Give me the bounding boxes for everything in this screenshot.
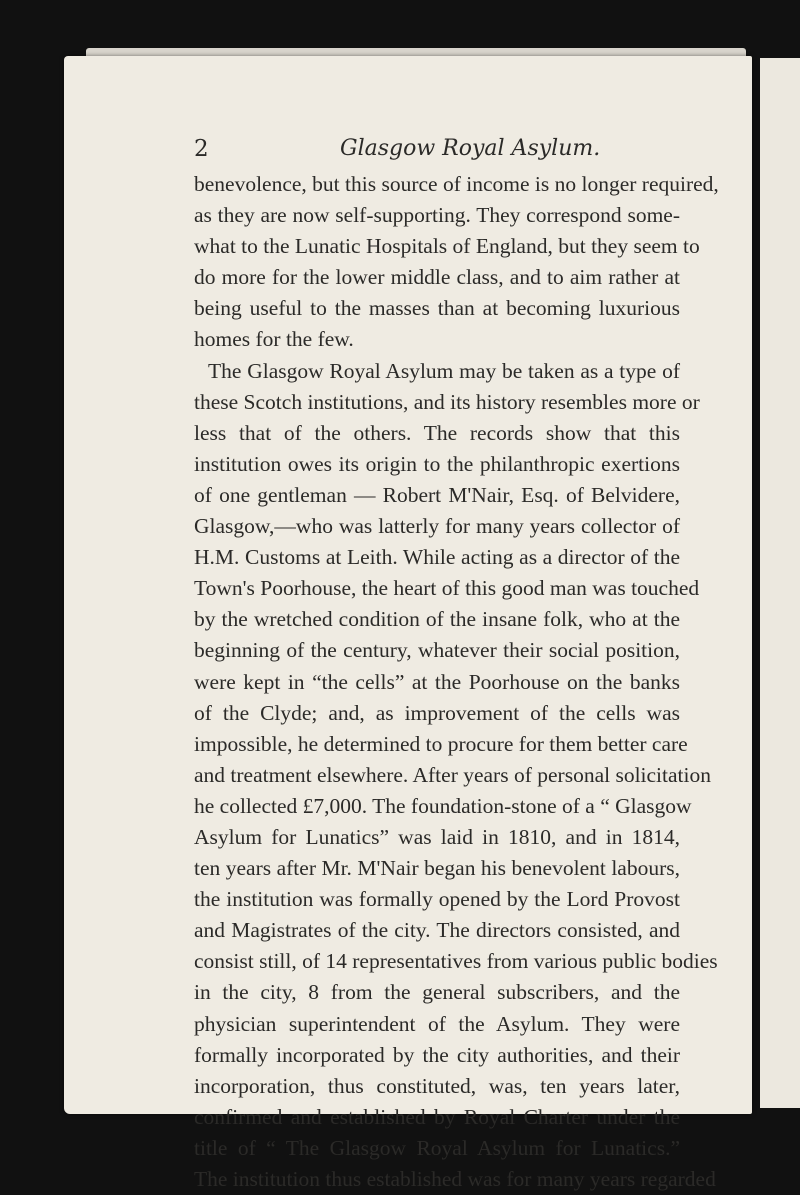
text-line: the institution was formally opened by the Lord Provost — [194, 887, 680, 912]
text-line: being useful to the masses than at becoming luxurious — [194, 296, 680, 321]
text-line: benevolence, but this source of income is no longer required, — [194, 172, 719, 196]
text-line: physician superintendent of the Asylum. They were — [194, 1011, 680, 1036]
text-line: impossible, he determined to procure for them better care — [194, 731, 688, 756]
text-line: of one gentleman — Robert M'Nair, Esq. of Belvidere, — [194, 482, 680, 507]
text-line: and treatment elsewhere. After years of personal solicitation — [194, 762, 711, 787]
text-line: as they are now self-supporting. They correspond some- — [194, 203, 680, 228]
text-line: these Scotch institutions, and its history resembles more or — [194, 389, 700, 414]
text-line: consist still, of 14 representatives from various public bodies — [194, 949, 718, 974]
text-line: do more for the lower middle class, and to aim rather at — [194, 265, 680, 290]
paragraph-1 — [194, 169, 719, 356]
text-line: he collected £7,000. The foundation-stone of a “ Glasgow — [194, 793, 692, 818]
text-line: The Glasgow Royal Asylum may be taken as a type of — [208, 358, 680, 383]
text-line: The institution thus established was for many years regarded — [194, 1167, 716, 1191]
text-line: ten years after Mr. M'Nair began his benevolent labours, — [194, 856, 680, 881]
text-line: confirmed and established by Royal Charter under the — [194, 1104, 680, 1129]
text-line: and Magistrates of the city. The directors consisted, and — [194, 918, 680, 943]
body-text — [194, 169, 719, 1195]
text-line: less that of the others. The records show that this — [194, 420, 680, 445]
text-line: title of “ The Glasgow Royal Asylum for Lunatics.” — [194, 1135, 680, 1160]
text-line: what to the Lunatic Hospitals of England, but they seem to — [194, 234, 700, 259]
running-title: Glasgow Royal Asylum. — [340, 136, 601, 161]
text-line: institution owes its origin to the philanthropic exertions — [194, 451, 680, 476]
facing-page-edge — [760, 58, 800, 1108]
text-line: homes for the few. — [194, 327, 354, 352]
text-line: Town's Poorhouse, the heart of this good man was touched — [194, 576, 700, 601]
text-line: of the Clyde; and, as improvement of the cells was — [194, 700, 680, 725]
text-line: by the wretched condition of the insane folk, who at the — [194, 607, 680, 632]
text-line: Asylum for Lunatics” was laid in 1810, and in 1814, — [194, 824, 680, 849]
text-line: formally incorporated by the city authorities, and their — [194, 1042, 680, 1067]
paragraph-2 — [194, 356, 718, 1195]
page-header — [122, 126, 682, 166]
page-number: 2 — [194, 136, 209, 162]
text-line: beginning of the century, whatever their social position, — [194, 638, 680, 663]
text-line: were kept in “the cells” at the Poorhouse on the banks — [194, 669, 680, 694]
text-line: H.M. Customs at Leith. While acting as a director of the — [194, 545, 680, 570]
text-line: Glasgow,—who was latterly for many years collector of — [194, 514, 680, 539]
text-line: incorporation, thus constituted, was, ten years later, — [194, 1073, 680, 1098]
text-line: in the city, 8 from the general subscribers, and the — [194, 980, 680, 1005]
